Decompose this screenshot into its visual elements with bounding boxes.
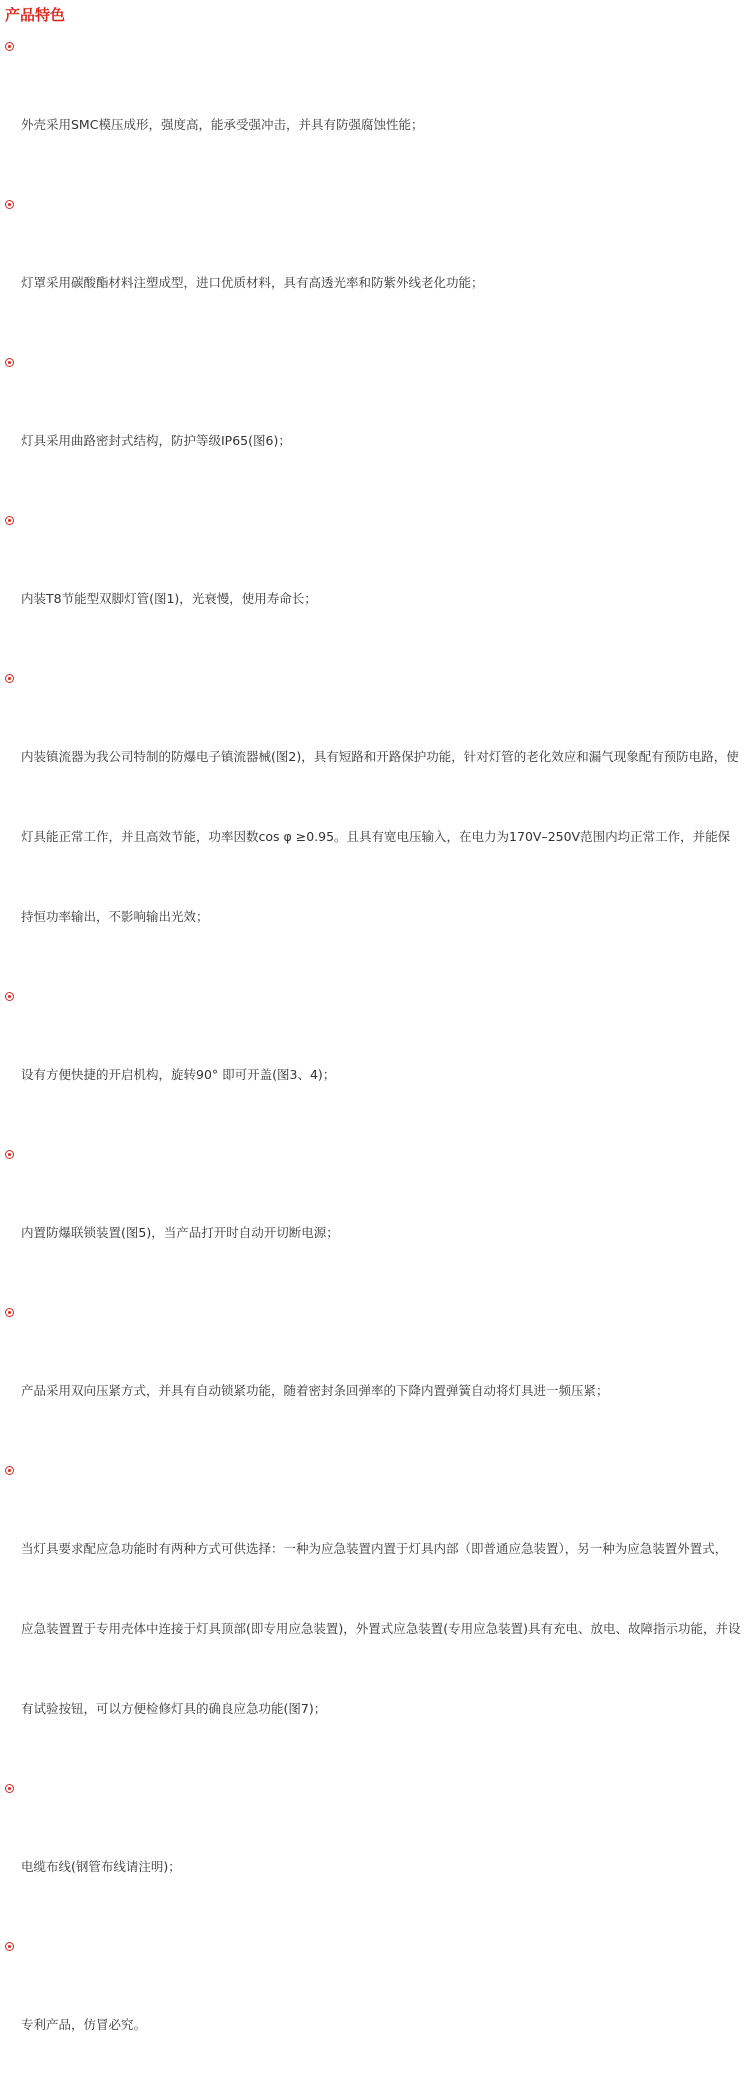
feature-text: 应急装置置于专用壳体中连接于灯具顶部(即专用应急装置)，外置式应急装置(专用应急装置)具有充电、放电、故障指示功能，并设 xyxy=(21,1621,741,1636)
feature-text: 设有方便快捷的开启机构，旋转90° 即可开盖(图3、4)； xyxy=(21,1067,336,1082)
feature-text: 持恒功率输出，不影响输出光效； xyxy=(21,909,209,924)
feature-text: 灯罩采用碳酸酯材料注塑成型，进口优质材料，具有高透光率和防紫外线老化功能； xyxy=(21,275,484,290)
feature-text: 电缆布线(钢管布线请注明)； xyxy=(21,1859,181,1874)
list-item xyxy=(4,1300,746,1458)
list-item xyxy=(4,350,746,508)
list-item xyxy=(4,1934,746,2092)
list-item xyxy=(4,984,746,1142)
feature-list xyxy=(4,34,746,2092)
list-item xyxy=(4,1776,746,1934)
feature-text: 内装镇流器为我公司特制的防爆电子镇流器械(图2)，具有短路和开路保护功能，针对灯管的老化效应和漏气现象配有预防电路，使 xyxy=(21,749,739,764)
bullet-icon xyxy=(5,200,14,209)
feature-text: 产品采用双向压紧方式，并具有自动锁紧功能，随着密封条回弹率的下降内置弹簧自动将灯具进一频压紧； xyxy=(21,1383,609,1398)
bullet-icon xyxy=(5,1150,14,1159)
feature-text: 专利产品，仿冒必究。 xyxy=(21,2017,147,2032)
list-item xyxy=(4,1142,746,1300)
feature-text: 有试验按钮，可以方便检修灯具的确良应急功能(图7)； xyxy=(21,1701,327,1716)
list-item xyxy=(4,192,746,350)
bullet-icon xyxy=(5,516,14,525)
bullet-icon xyxy=(5,1308,14,1317)
feature-text: 灯具能正常工作，并且高效节能，功率因数cos φ ≥0.95。且具有宽电压输入，在电力为170V–250V范围内均正常工作，并能保 xyxy=(21,829,731,844)
list-item xyxy=(4,34,746,192)
feature-text: 当灯具要求配应急功能时有两种方式可供选择：一种为应急装置内置于灯具内部（即普通应急装置），另一种为应急装置外置式， xyxy=(21,1541,728,1556)
bullet-icon xyxy=(5,992,14,1001)
bullet-icon xyxy=(5,1942,14,1951)
list-item xyxy=(4,666,746,984)
feature-text: 内装T8节能型双脚灯管(图1)，光衰慢，使用寿命长； xyxy=(21,591,317,606)
bullet-icon xyxy=(5,358,14,367)
section-title: 产品特色 xyxy=(5,6,66,24)
list-item xyxy=(4,1458,746,1776)
bullet-icon xyxy=(5,1466,14,1475)
bullet-icon xyxy=(5,674,14,683)
feature-text: 外壳采用SMC模压成形，强度高，能承受强冲击，并具有防强腐蚀性能； xyxy=(21,117,424,132)
feature-text: 内置防爆联锁装置(图5)，当产品打开时自动开切断电源； xyxy=(21,1225,339,1240)
bullet-icon xyxy=(5,42,14,51)
feature-text: 灯具采用曲路密封式结构，防护等级IP65(图6)； xyxy=(21,433,291,448)
bullet-icon xyxy=(5,1784,14,1793)
list-item xyxy=(4,508,746,666)
